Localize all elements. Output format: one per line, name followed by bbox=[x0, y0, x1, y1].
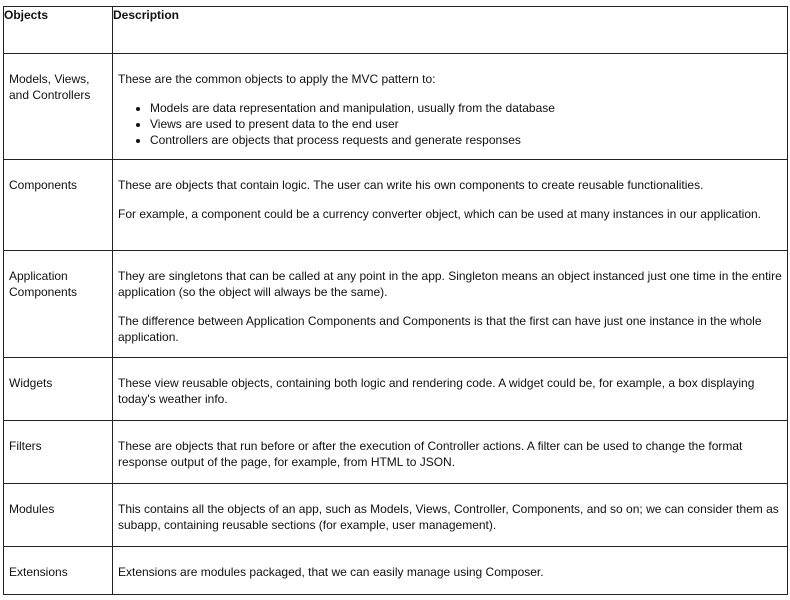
objects-table bbox=[3, 6, 788, 595]
object-name: Components bbox=[4, 160, 113, 251]
table-row bbox=[4, 54, 788, 160]
object-name: Application Components bbox=[4, 251, 113, 358]
object-name: Widgets bbox=[4, 358, 113, 421]
object-description bbox=[113, 421, 788, 484]
description-paragraph: These are objects that contain logic. The user can write his own components to create reusable functionalities. bbox=[118, 178, 704, 192]
table-row bbox=[4, 484, 788, 547]
object-name: Filters bbox=[4, 421, 113, 484]
header-row bbox=[4, 7, 788, 54]
description-paragraph: These are objects that run before or after the execution of Controller actions. A filter can be used to change the format response output of the page, for example, from HTML to JSON. bbox=[118, 439, 743, 469]
bullet-list bbox=[118, 100, 785, 148]
header-objects: Objects bbox=[4, 7, 113, 54]
table-row bbox=[4, 251, 788, 358]
table-row bbox=[4, 547, 788, 595]
bullet-item: • Models are data representation and manipulation, usually from the database bbox=[150, 100, 785, 116]
object-description bbox=[113, 484, 788, 547]
object-description bbox=[113, 547, 788, 595]
description-paragraph: The difference between Application Components and Components is that the first can have just one instance in the whole application. bbox=[118, 314, 762, 344]
object-description bbox=[113, 54, 788, 160]
description-paragraph: Extensions are modules packaged, that we can easily manage using Composer. bbox=[118, 565, 544, 579]
description-paragraph: These are the common objects to apply the MVC pattern to: bbox=[118, 72, 436, 86]
description-paragraph: For example, a component could be a currency converter object, which can be used at many instances in our application. bbox=[118, 207, 762, 221]
table-row bbox=[4, 358, 788, 421]
object-description bbox=[113, 160, 788, 251]
bullet-item: • Controllers are objects that process requests and generate responses bbox=[150, 132, 785, 148]
description-paragraph: They are singletons that can be called at any point in the app. Singleton means an object instanced just one time in the entire application (so the object will always be the same). bbox=[118, 269, 782, 299]
object-name: Modules bbox=[4, 484, 113, 547]
table-row bbox=[4, 421, 788, 484]
description-paragraph: This contains all the objects of an app, such as Models, Views, Controller, Components, and so on; we can consider them as subapp, containing reusable sections (for example, user management). bbox=[118, 502, 779, 532]
table-row bbox=[4, 160, 788, 251]
object-name: Extensions bbox=[4, 547, 113, 595]
description-paragraph: These view reusable objects, containing both logic and rendering code. A widget could be, for example, a box displaying today's weather info. bbox=[118, 376, 755, 406]
object-description bbox=[113, 358, 788, 421]
bullet-item: • Views are used to present data to the end user bbox=[150, 116, 785, 132]
header-description: Description bbox=[113, 7, 788, 54]
object-name: Models, Views, and Controllers bbox=[4, 54, 113, 160]
object-description bbox=[113, 251, 788, 358]
